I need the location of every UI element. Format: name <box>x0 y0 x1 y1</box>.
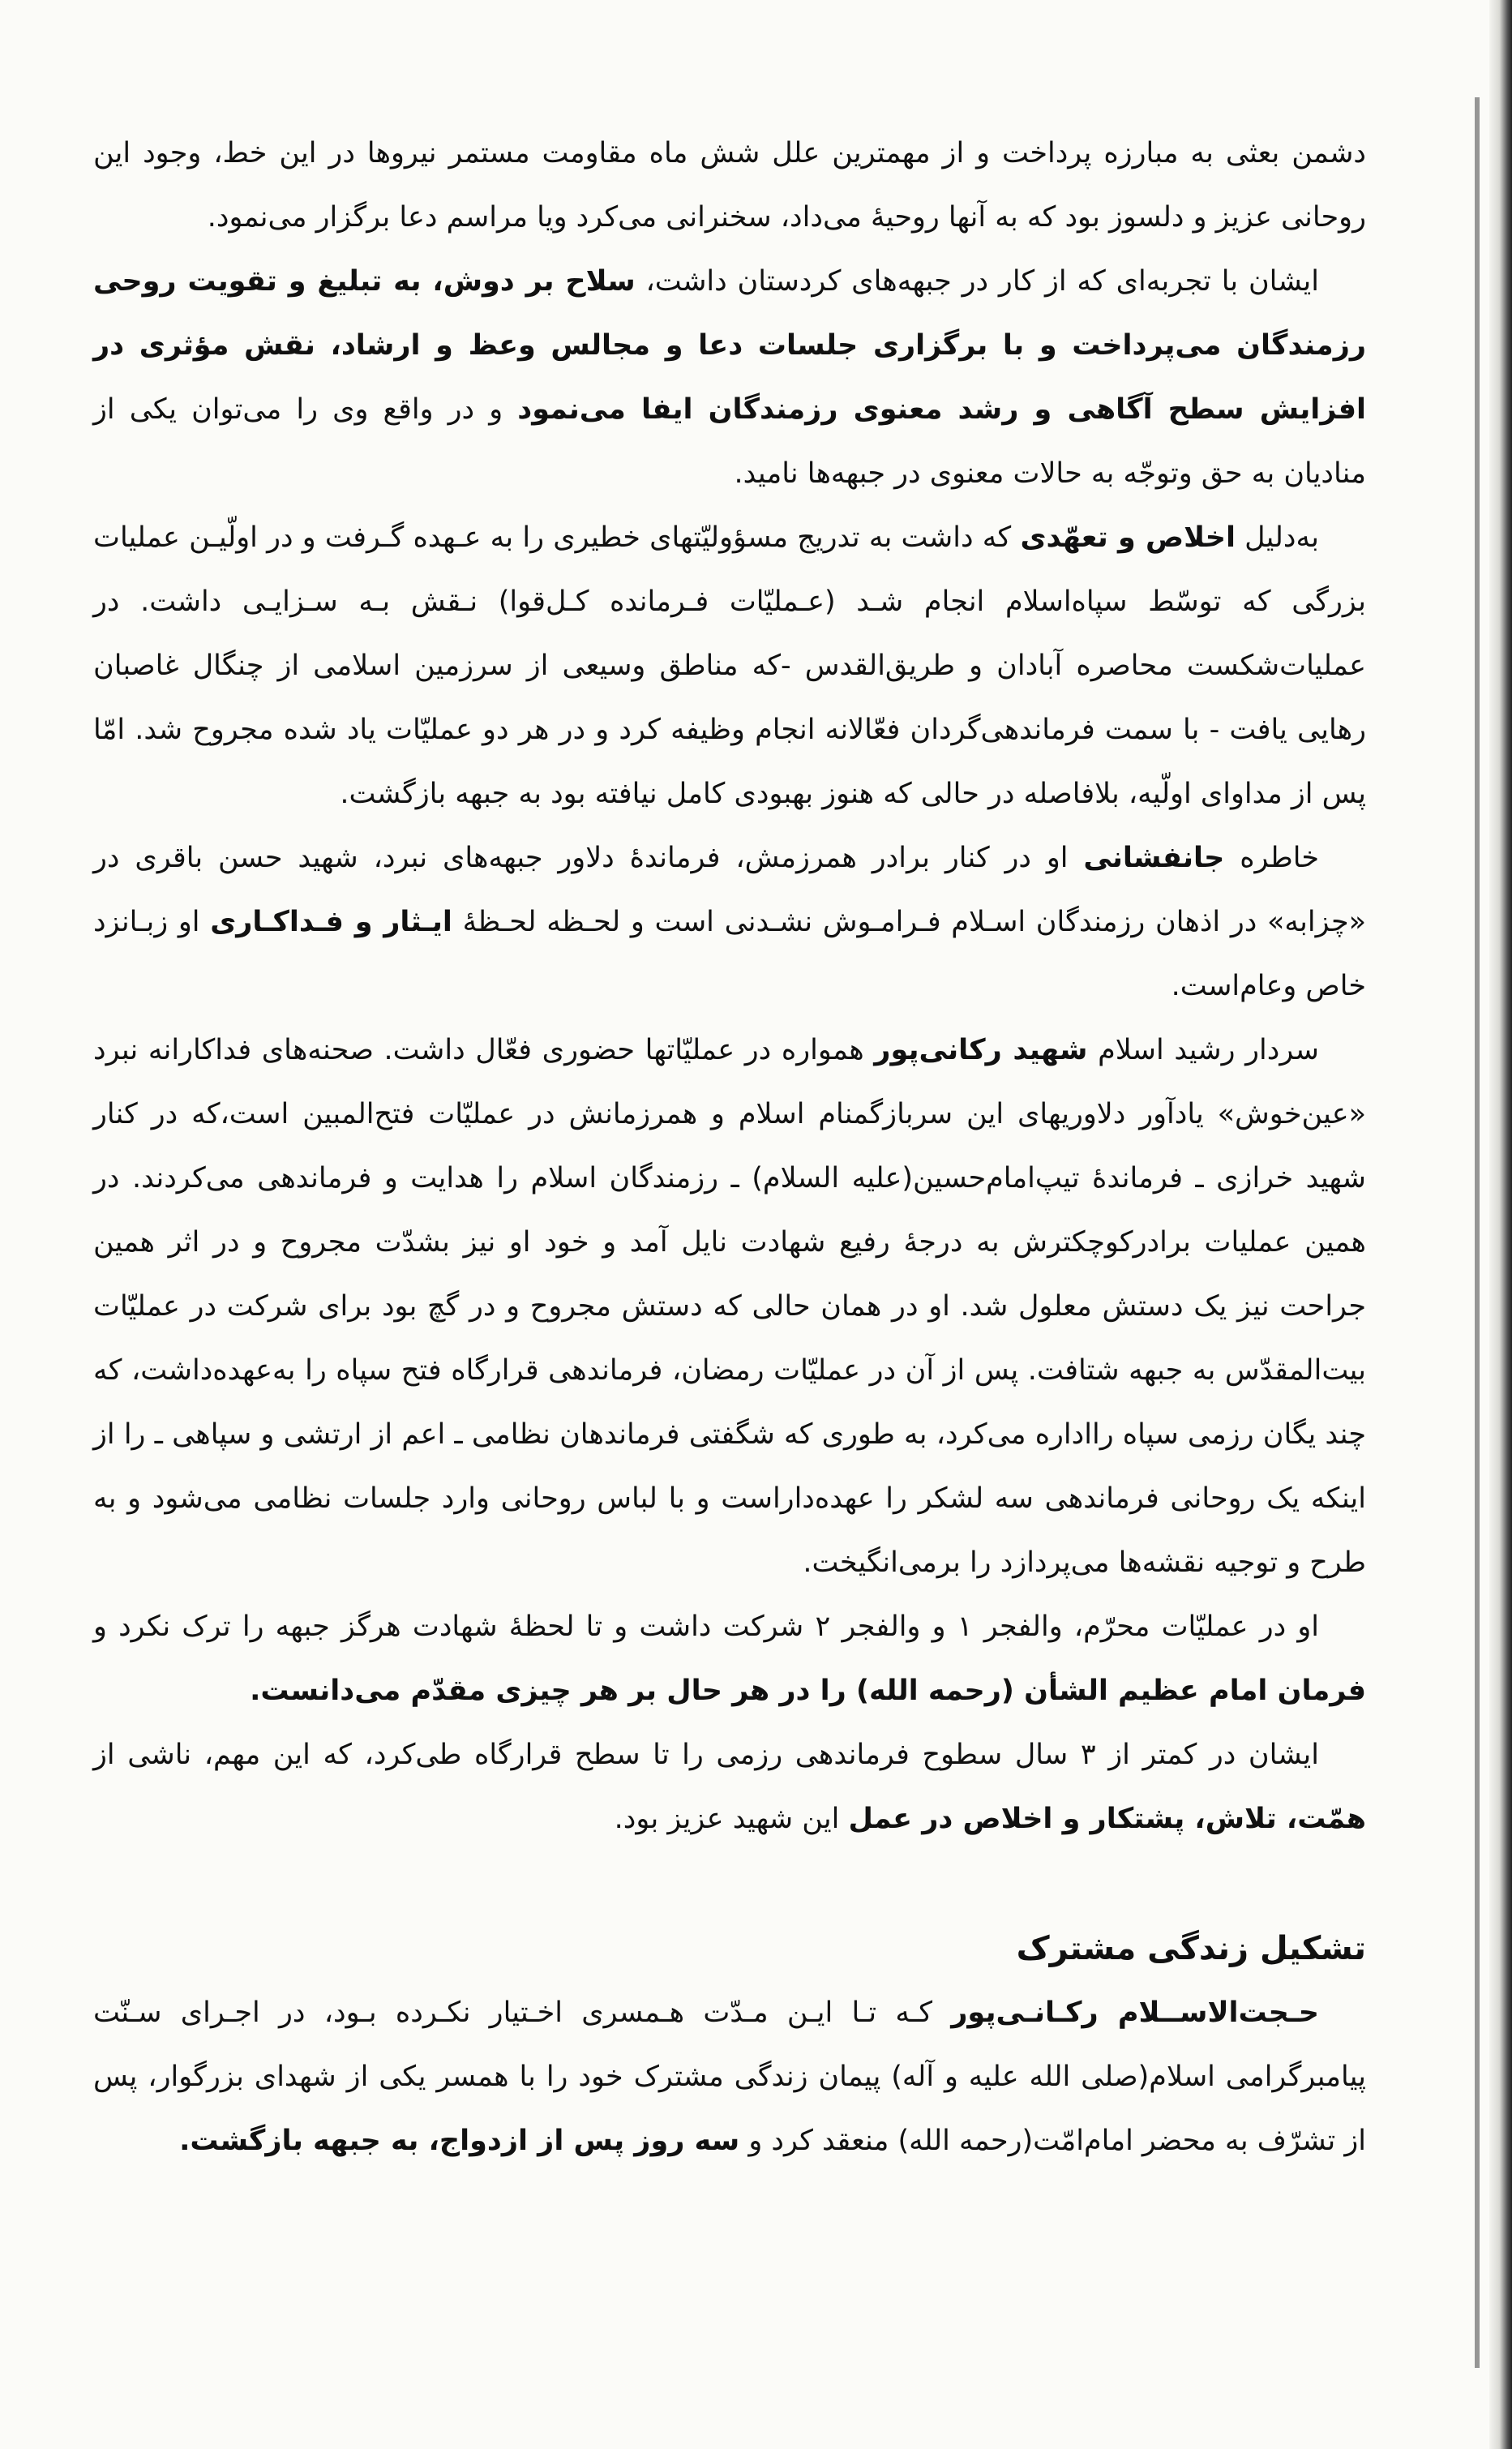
paragraph-6-bold-a: فرمان امام عظیم الشأن (رحمه الله) را در هر حال بر هر چیزی مقدّم می‌دانست. <box>250 1675 1366 1707</box>
paragraph-3-text-a: به‌دلیل <box>1235 521 1320 554</box>
section-heading: تشکیل زندگی مشترک <box>1016 1930 1366 1967</box>
paragraph-4-text-a: خاطره <box>1224 842 1319 874</box>
paragraph-8-text-a: کـه تـا ایـن مـدّت هـمسری اخـتیار نکـرده بـود، در اجـرای سـنّت پیامبرگرامی اسلام(صلی الله علیه و آله) پیمان زندگی مشترک خود را با همسر یکی از شهدای بزرگوار، پس از تشرّف به محضر امام‌امّت(رحمه الله) منعقد کرد و <box>93 1997 1366 2157</box>
paragraph-1-text: دشمن بعثی به مبارزه پرداخت و از مهمترین علل شش ماه مقاومت مستمر نیروها در این خط، وجود این روحانی عزیز و دلسوز بود که به آنها روحیهٔ می‌داد، سخنرانی می‌کرد ویا مراسم دعا برگزار می‌نمود. <box>93 137 1366 234</box>
page-binding-shadow <box>1475 97 1480 2368</box>
paragraph-4-text-c: او زبـانزد خاص وعام‌است. <box>93 906 1366 1002</box>
page-text-body <box>93 122 1366 2173</box>
paragraph-2-bold-a: سلاح بر دوش، به تبلیغ و تقویت روحی رزمندگان می‌پرداخت و با برگزاری جلسات دعا و مجالس وعظ و ارشاد، نقش مؤثری در افزایش سطح آگاهی و رشد معنوی رزمندگان ایفا می‌نمود <box>93 265 1366 426</box>
paragraph-5-text-b: همواره در عملیّاتها حضوری فعّال داشت. صحنه‌های فداکارانه نبرد «عین‌خوش» یادآور دلاوریهای این سربازگمنام اسلام و همرزمانش در عملیّات فتح‌المبین است،که در کنار شهید خرازی ـ فرماندهٔ تیپ‌امام‌حسین(علیه السلام) ـ رزمندگان اسلام را هدایت و فرماندهی می‌کردند. در همین عملیات برادرکوچکترش به درجهٔ رفیع شهادت نایل آمد و خود او نیز بشدّت مجروح و در اثر همین جراحت نیز یک دستش معلول شد. او در همان حالی که دستش مجروح و در گچ بود برای شرکت در عملیّات بیت‌المقدّس به جبهه شتافت. پس از آن در عملیّات رمضان، فرماندهی قرارگاه فتح سپاه را به‌عهده‌داشت، که چند یگان رزمی سپاه رااداره می‌کرد، به طوری که شگفتی فرماندهان نظامی ـ اعم از ارتشی و سپاهی ـ را از اینکه یک روحانی فرماندهی سه لشکر را عهده‌داراست و با لباس روحانی وارد جلسات نظامی می‌شود و به طرح و توجیه نقشه‌ها می‌پردازد را برمی‌انگیخت. <box>93 1034 1366 1579</box>
paragraph-8-bold-a: حـجت‌الاســلام رکـانـی‌پور <box>951 1997 1319 2029</box>
paragraph-5-text-a: سردار رشید اسلام <box>1087 1034 1319 1066</box>
paragraph-2-text-a: ایشان با تجربه‌ای که از کار در جبهه‌های کردستان داشت، <box>635 265 1320 298</box>
paragraph-7-bold-a: همّت، تلاش، پشتکار و اخلاص در عمل <box>848 1803 1366 1835</box>
paragraph-8-bold-b: سه روز پس از ازدواج، به جبهه بازگشت. <box>179 2125 740 2157</box>
paragraph-4-bold-a: جانفشانی <box>1083 842 1225 874</box>
paragraph-2-text-b: و در واقع وی را می‌توان یکی از منادیان به حق وتوجّه به حالات معنوی در جبهه‌ها نامید. <box>93 393 1366 490</box>
paragraph-3-text-b: که داشت به تدریج مسؤولیّتهای خطیری را به عـهده گـرفت و در اولّیـن عملیات بزرگی که توسّط سپاه‌اسلام انجام شـد (عـملیّات فـرمانده کـل‌قوا) نـقش بـه سـزایـی داشت. در عملیات‌شکست محاصره آبادان و طریق‌القدس -که مناطق وسیعی از سرزمین اسلامی از چنگال غاصبان رهایی یافت - با سمت فرماندهی‌گردان فعّالانه انجام وظیفه کرد و در هر دو عملیّات یاد شده مجروح شد. امّا پس از مداوای اولّیه، بلافاصله در حالی که هنوز بهبودی کامل نیافته بود به جبهه بازگشت. <box>93 521 1366 810</box>
paragraph-7 <box>93 1723 1366 1851</box>
paragraph-8 <box>93 1981 1366 2173</box>
paragraph-4-bold-b: ایـثار و فـداکـاری <box>210 906 452 938</box>
page-binding-edge <box>1489 0 1512 2449</box>
paragraph-4 <box>93 826 1366 1019</box>
paragraph-1 <box>93 122 1366 250</box>
paragraph-2 <box>93 250 1366 506</box>
paragraph-5-bold-a: شهید رکانی‌پور <box>874 1034 1088 1066</box>
paragraph-4-text-b: او در کنار برادر همرزمش، فرماندهٔ دلاور جبهه‌های نبرد، شهید حسن باقری در «چزابه» در اذهان رزمندگان اسـلام فـرامـوش نشـدنی است و لحـظه لحـظهٔ <box>93 842 1366 938</box>
paragraph-6-text-a: او در عملیّات محرّم، والفجر ۱ و والفجر ۲ شرکت داشت و تا لحظهٔ شهادت هرگز جبهه را ترک نکرد و <box>93 1611 1320 1643</box>
paragraph-3 <box>93 506 1366 826</box>
paragraph-7-text-a: ایشان در کمتر از ۳ سال سطوح فرماندهی رزمی را تا سطح قرارگاه طی‌کرد، که این مهم، ناشی از <box>93 1739 1319 1771</box>
paragraph-6 <box>93 1595 1366 1723</box>
paragraph-5 <box>93 1019 1366 1595</box>
paragraph-7-text-b: این شهید عزیز بود. <box>614 1803 849 1835</box>
paragraph-3-bold-a: اخلاص و تعهّدی <box>1020 521 1236 554</box>
